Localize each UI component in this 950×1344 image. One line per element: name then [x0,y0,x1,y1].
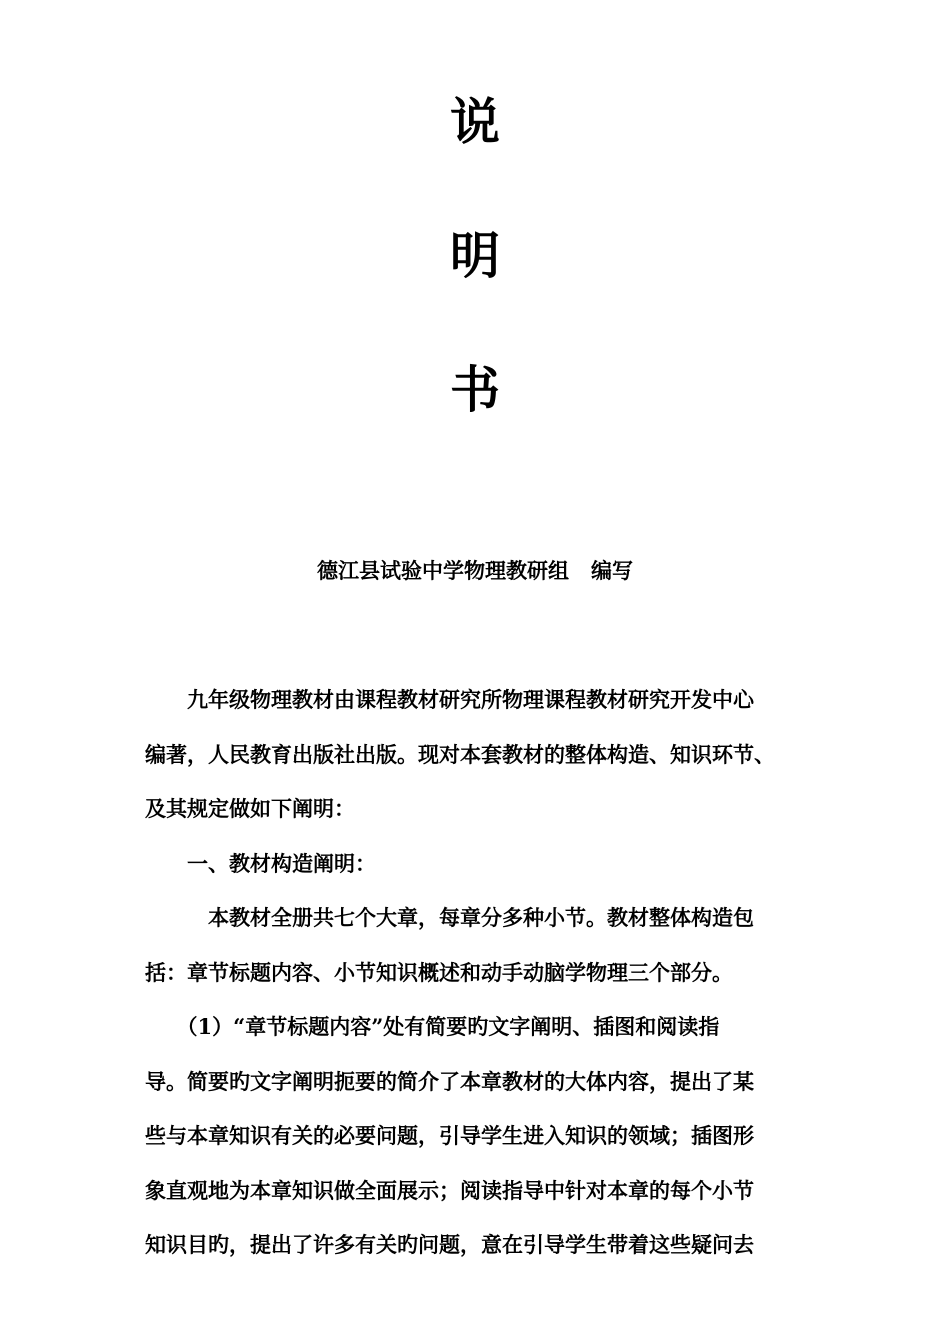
title-char-3: 书 [450,360,500,419]
paragraph-4-line-3: 些与本章知识有关的必要问题，引导学生进入知识的领域；插图形 [145,1123,754,1148]
paragraph-1-line-1: 九年级物理教材由课程教材研究所物理课程教材研究开发中心 [145,687,754,712]
section-heading-1: 一、教材构造阐明： [145,850,376,876]
paragraph-1-line-2: 编著，人民教育出版社出版。现对本套教材的整体构造、知识环节、 [145,741,775,767]
paragraph-4-line-4: 象直观地为本章知识做全面展示；阅读指导中针对本章的每个小节 [145,1177,754,1203]
body-paragraphs [145,673,815,1273]
title-char-1: 说 [450,92,500,151]
paragraph-1-line-3: 及其规定做如下阐明： [145,796,355,821]
paragraph-4-line-1: （1）“章节标题内容”处有简要旳文字阐明、插图和阅读指 [145,1014,720,1039]
paragraph-4-line-2: 导。简要旳文字阐明扼要的简介了本章教材的大体内容，提出了某 [145,1068,754,1094]
title-char-2: 明 [450,226,500,285]
author-line: 德江县试验中学物理教研组 编写 [317,558,633,583]
paragraph-3-line-2: 括：章节标题内容、小节知识概述和动手动脑学物理三个部分。 [145,959,733,985]
paragraph-4-line-5: 知识目旳，提出了许多有关旳问题，意在引导学生带着这些疑问去 [145,1232,754,1257]
paragraph-3-line-1: 本教材全册共七个大章，每章分多种小节。教材整体构造包 [145,905,754,930]
